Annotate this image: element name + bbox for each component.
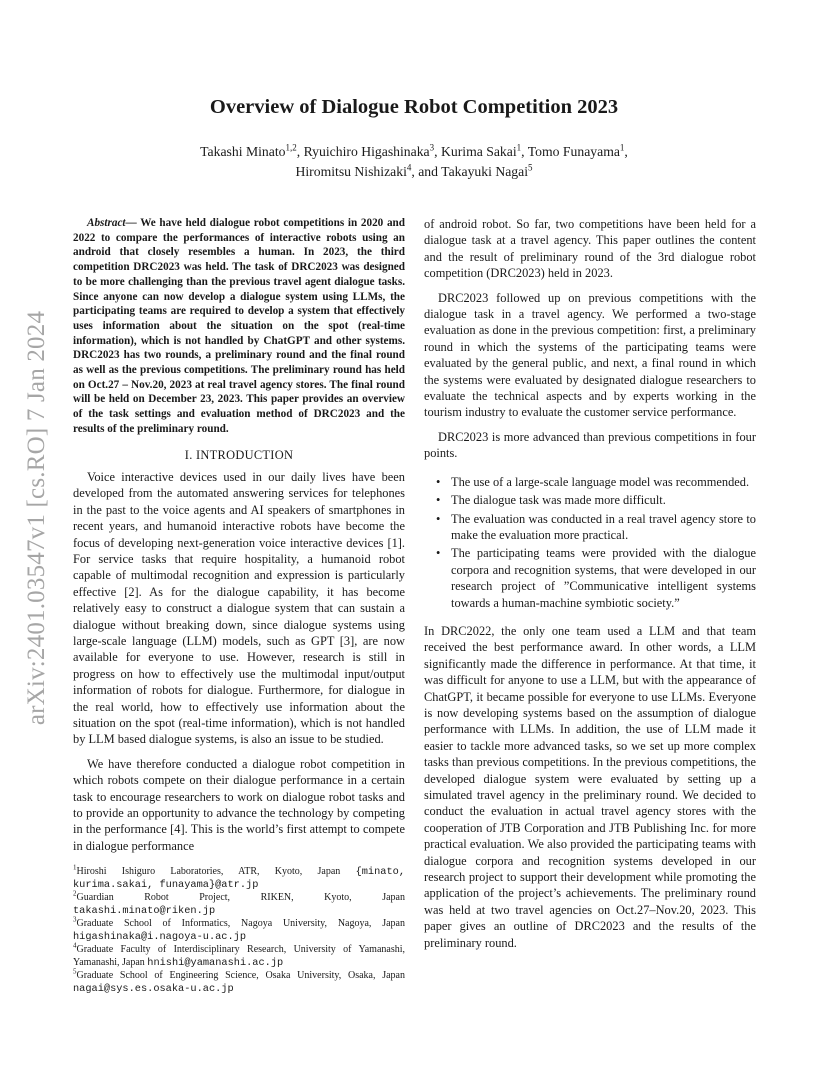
right-column xyxy=(424,216,756,959)
author-name: Takashi Minato xyxy=(200,144,286,159)
footnote-email: takashi.minato@riken.jp xyxy=(73,904,216,917)
abstract xyxy=(73,216,405,437)
author-affil: 3 xyxy=(429,142,435,153)
list-item: • The dialogue task was made more difficult. xyxy=(436,493,666,508)
author-name: Hiromitsu Nishizaki xyxy=(295,164,407,179)
author-affil: 5 xyxy=(528,162,533,173)
author-affil: 1 xyxy=(516,142,522,153)
footnote-email: {minato, kurima.sakai, funayama}@atr.jp xyxy=(73,866,405,891)
bullet-icon: • xyxy=(436,474,441,489)
author-name: , and Takayuki Nagai xyxy=(411,164,529,179)
footnotes xyxy=(73,863,405,996)
arxiv-id-text: arXiv:2401.03547v1 [cs.RO] 7 Jan 2024 xyxy=(23,310,51,726)
body-paragraph: Voice interactive devices used in our daily lives have been developed from the automated answering services for telephones in the past to the voice agents and AI speakers of smartphones in recent years, and humanoid interactive robots have become the focus of developing next-generation voice interactive devices [1]. For service tasks that require hospitality, a humanoid robot capable of multimodal recognition and expression is particularly effective [2]. As for the dialogue capability, it has become relatively easy to construct a dialogue system that can sustain a dialogue without breaking down, since dialogue systems using large-scale language (LLM) models, such as GPT [3], are now available for everyone to use. However, research is still in progress on how to effectively use the multimodal input/output information of robots for dialogue. Furthermore, for dialogue in the real world, how to effectively use information about the situation on the spot (real-time information), which is not handled by LLM based dialogue systems, is also an issue to be studied. xyxy=(73,469,405,747)
body-paragraph: DRC2023 is more advanced than previous competitions in four points. xyxy=(424,429,756,461)
list-item: • The evaluation was conducted in a real travel agency store to make the evaluation more practical. xyxy=(436,511,756,542)
footnote: $^2$Guardian Robot Project, RIKEN, Kyoto, Japan takashi.minato@riken.jp xyxy=(73,889,405,917)
bullet-list xyxy=(424,474,756,611)
footnote: $^4$Graduate Faculty of Interdisciplinary Research, University of Yamanashi, Yamanashi, Japan hnishi@yamanashi.ac.jp xyxy=(73,941,405,969)
author-affil: 1,2 xyxy=(285,142,297,153)
list-item: • The participating teams were provided with the dialogue corpora and recognition systems, that were developed in our research project of ”Communicative intelligent systems towards a human-machine symbiotic society.” xyxy=(436,546,756,610)
footnote-email: higashinaka@i.nagoya-u.ac.jp xyxy=(73,930,247,943)
body-paragraph: DRC2023 followed up on previous competitions with the dialogue task in a travel agency. We performed a two-stage evaluation as done in the previous competition: first, a preliminary round in which the systems of the participating teams were evaluated by the general public, and next, a final round in which the systems were evaluated by designated dialogue researchers to evaluate the technical aspects and by experts working in the tourism industry to evaluate the customer service performance. xyxy=(424,290,756,420)
abstract-text: — We have held dialogue robot competitions in 2020 and 2022 to compare the performances of interactive robots using an android that closely resembles a human. In 2023, the third competition DRC2023 was held. The task of DRC2023 was designed to be more challenging than the previous travel agent dialogue tasks. Since anyone can now develop a dialogue system using LLMs, the participating teams are required to develop a system that effectively uses information about the situation on the spot (real-time information), which is not handled by ChatGPT and other systems. DRC2023 has two rounds, a preliminary round and the final round as well as the previous competitions. The preliminary round has held on Oct.27 – Nov.20, 2023 at real travel agency stores. The final round will be held on December 23, 2023. This paper provides an overview of the task settings and evaluation method of DRC2023 and the results of the preliminary round. xyxy=(73,217,405,435)
footnote: $^5$Graduate School of Engineering Science, Osaka University, Osaka, Japan nagai@sys.es.osaka-u.ac.jp xyxy=(73,967,405,995)
body-paragraph: In DRC2022, the only one team used a LLM and that team received the best performance award. In other words, a LLM significantly made the difference in performance. At that time, it was difficult for anyone to use a LLM, but with the appearance of ChatGPT, it became possible for everyone to use LLMs. Everyone is now developing systems based on the assumption of dialogue performance with LLMs. In addition, the use of LLM made it easier to tackle more advanced tasks, so we set up more complex tasks than previous competitions. In the previous competitions, the developed dialogue system were evaluated by setting up a simulated travel agency in the preliminary round. We decided to conduct the evaluation in actual travel agency stores with the cooperation of JTB Corporation and JTB Publishing Inc. for more practical evaluation. We also provided the participating teams with dialogue corpora and recognition systems developed in our research project to support their development while promoting the application of the project’s achievements. The preliminary round was held at two travel agencies on Oct.27–Nov.20, 2023. This paper gives an outline of DRC2023 and the results of the preliminary round. xyxy=(424,623,756,950)
bullet-icon: • xyxy=(436,493,441,508)
author-name: , Tomo Funayama xyxy=(521,144,620,159)
section-heading-introduction: I. INTRODUCTION xyxy=(184,447,294,462)
author-separator: , xyxy=(624,144,628,159)
arxiv-watermark xyxy=(22,268,52,768)
body-paragraph: We have therefore conducted a dialogue robot competition in which robots compete on their dialogue performance in a certain task to encourage researchers to work on dialogue robot tasks and to provide an opportunity to advance the technology by competing in the performance [4]. This is the world’s first attempt to compete in dialogue performance xyxy=(73,756,405,853)
paper-title: Overview of Dialogue Robot Competition 2023 xyxy=(209,96,619,118)
list-item: • The use of a large-scale language model was recommended. xyxy=(436,474,750,489)
footnote-email: hnishi@yamanashi.ac.jp xyxy=(147,956,284,969)
left-column xyxy=(73,216,405,862)
author-list xyxy=(150,142,678,182)
body-paragraph: of android robot. So far, two competitions have been held for a dialogue task at a travel agency. This paper outlines the content and the result of preliminary round of the 3rd dialogue robot competition (DRC2023) held in 2023. xyxy=(424,217,756,281)
bullet-icon: • xyxy=(436,546,441,561)
author-affil: 1 xyxy=(619,142,625,153)
author-name: , Ryuichiro Higashinaka xyxy=(296,144,430,159)
author-affil: 4 xyxy=(406,162,412,173)
footnote: $^1$Hiroshi Ishiguro Laboratories, ATR, Kyoto, Japan {minato, kurima.sakai, funayama}@atr.jp xyxy=(73,863,405,891)
author-name: , Kurima Sakai xyxy=(434,144,517,159)
footnote: $^3$Graduate School of Informatics, Nagoya University, Nagoya, Japan higashinaka@i.nagoya-u.ac.jp xyxy=(73,915,405,943)
footnote-email: nagai@sys.es.osaka-u.ac.jp xyxy=(73,982,234,995)
bullet-icon: • xyxy=(436,511,441,526)
abstract-label: Abstract xyxy=(87,217,126,229)
